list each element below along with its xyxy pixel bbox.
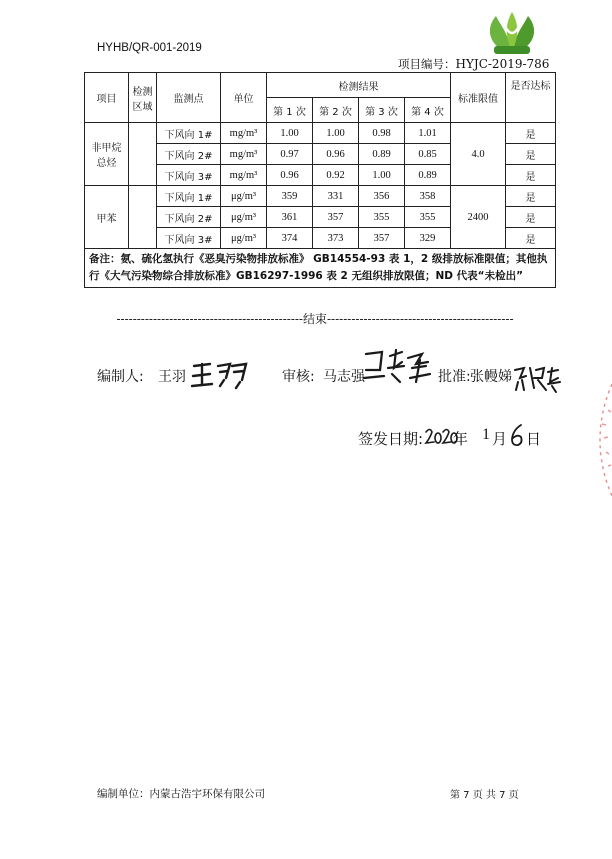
footer-page-number: 第 7 页 共 7 页 bbox=[450, 790, 519, 801]
value-cell: 1.00 bbox=[313, 123, 359, 144]
value-cell: 0.96 bbox=[267, 165, 313, 186]
area-cell bbox=[129, 123, 157, 186]
value-cell: 329 bbox=[405, 228, 451, 249]
end-marker-line: ----------------------------------------------结束---------------------------------------------- bbox=[116, 312, 514, 326]
header-point: 监测点 bbox=[157, 73, 221, 123]
unit-cell: μg/m³ bbox=[221, 186, 267, 207]
note-row bbox=[85, 249, 556, 288]
header-row bbox=[85, 73, 556, 98]
header-run-4: 第 4 次 bbox=[405, 98, 451, 123]
value-cell: 355 bbox=[359, 207, 405, 228]
unit-cell: μg/m³ bbox=[221, 207, 267, 228]
value-cell: 357 bbox=[313, 207, 359, 228]
point-cell: 下风向 2# bbox=[157, 207, 221, 228]
value-cell: 374 bbox=[267, 228, 313, 249]
value-cell: 357 bbox=[359, 228, 405, 249]
item-toluene: 甲苯 bbox=[85, 186, 129, 249]
unit-cell: mg/m³ bbox=[221, 144, 267, 165]
handwritten-day bbox=[508, 422, 526, 448]
document-code: HYHB/QR-001-2019 bbox=[97, 42, 202, 54]
point-cell: 下风向 3# bbox=[157, 165, 221, 186]
value-cell: 361 bbox=[267, 207, 313, 228]
reviewer-name: 马志强 bbox=[323, 369, 365, 385]
compliant-cell: 是 bbox=[506, 165, 556, 186]
point-cell: 下风向 3# bbox=[157, 228, 221, 249]
compiler-name: 王羽 bbox=[158, 369, 186, 385]
issue-date-label: 签发日期: bbox=[358, 430, 424, 448]
issue-day-label: 日 bbox=[526, 430, 542, 448]
header-run-2: 第 2 次 bbox=[313, 98, 359, 123]
value-cell: 358 bbox=[405, 186, 451, 207]
unit-cell: mg/m³ bbox=[221, 123, 267, 144]
table-row bbox=[85, 186, 556, 207]
results-table bbox=[84, 72, 556, 288]
header-run-3: 第 3 次 bbox=[359, 98, 405, 123]
approver-label: 批准: bbox=[438, 369, 471, 385]
header-unit: 单位 bbox=[221, 73, 267, 123]
value-cell: 0.98 bbox=[359, 123, 405, 144]
value-cell: 0.96 bbox=[313, 144, 359, 165]
end-marker: 结束 bbox=[302, 312, 327, 326]
unit-cell: mg/m³ bbox=[221, 165, 267, 186]
table-row bbox=[85, 123, 556, 144]
value-cell: 1.00 bbox=[359, 165, 405, 186]
issue-month-label: 月 bbox=[492, 430, 508, 448]
value-cell: 359 bbox=[267, 186, 313, 207]
header-run-1: 第 1 次 bbox=[267, 98, 313, 123]
compiler-label: 编制人: bbox=[97, 369, 144, 385]
header-area: 检测 区域 bbox=[129, 73, 157, 123]
compliant-cell: 是 bbox=[506, 186, 556, 207]
compiler-signature bbox=[190, 358, 252, 390]
compliant-cell: 是 bbox=[506, 144, 556, 165]
header-limit: 标准限值 bbox=[451, 73, 506, 123]
value-cell: 0.97 bbox=[267, 144, 313, 165]
issue-month: 1 bbox=[482, 426, 490, 443]
compliant-cell: 是 bbox=[506, 228, 556, 249]
company-logo bbox=[476, 8, 548, 58]
approver-signature bbox=[512, 364, 562, 394]
limit-cell: 2400 bbox=[451, 186, 506, 249]
compliant-cell: 是 bbox=[506, 207, 556, 228]
value-cell: 355 bbox=[405, 207, 451, 228]
point-cell: 下风向 1# bbox=[157, 123, 221, 144]
value-cell: 1.01 bbox=[405, 123, 451, 144]
value-cell: 331 bbox=[313, 186, 359, 207]
point-cell: 下风向 2# bbox=[157, 144, 221, 165]
reviewer-signature bbox=[362, 348, 434, 388]
value-cell: 0.85 bbox=[405, 144, 451, 165]
item-nmhc: 非甲烷 总烃 bbox=[85, 123, 129, 186]
value-cell: 0.89 bbox=[359, 144, 405, 165]
project-number-label: 项目编号： bbox=[398, 57, 456, 71]
approver-name: 张幔娣 bbox=[470, 369, 512, 385]
red-seal-edge bbox=[586, 380, 612, 500]
value-cell: 373 bbox=[313, 228, 359, 249]
value-cell: 0.92 bbox=[313, 165, 359, 186]
project-number-value: HYJC-2019-786 bbox=[455, 57, 550, 71]
limit-cell: 4.0 bbox=[451, 123, 506, 186]
value-cell: 1.00 bbox=[267, 123, 313, 144]
reviewer-label: 审核: bbox=[282, 369, 315, 385]
value-cell: 0.89 bbox=[405, 165, 451, 186]
project-number bbox=[398, 56, 549, 72]
header-compliant: 是否达标 bbox=[506, 73, 556, 123]
point-cell: 下风向 1# bbox=[157, 186, 221, 207]
area-cell bbox=[129, 186, 157, 249]
compliant-cell: 是 bbox=[506, 123, 556, 144]
value-cell: 356 bbox=[359, 186, 405, 207]
header-item: 项目 bbox=[85, 73, 129, 123]
footer-issuer: 编制单位：内蒙古浩宇环保有限公司 bbox=[97, 788, 265, 800]
issue-year-label: 年 bbox=[453, 430, 469, 448]
table-note: 备注：氨、硫化氢执行《恶臭污染物排放标准》 GB14554-93 表 1，2 级排放标准限值；其他执行《大气污染物综合排放标准》GB16297-1996 表 2 无组织排放限值；ND 代表“未检出” bbox=[85, 249, 556, 288]
unit-cell: μg/m³ bbox=[221, 228, 267, 249]
header-results: 检测结果 bbox=[267, 73, 451, 98]
